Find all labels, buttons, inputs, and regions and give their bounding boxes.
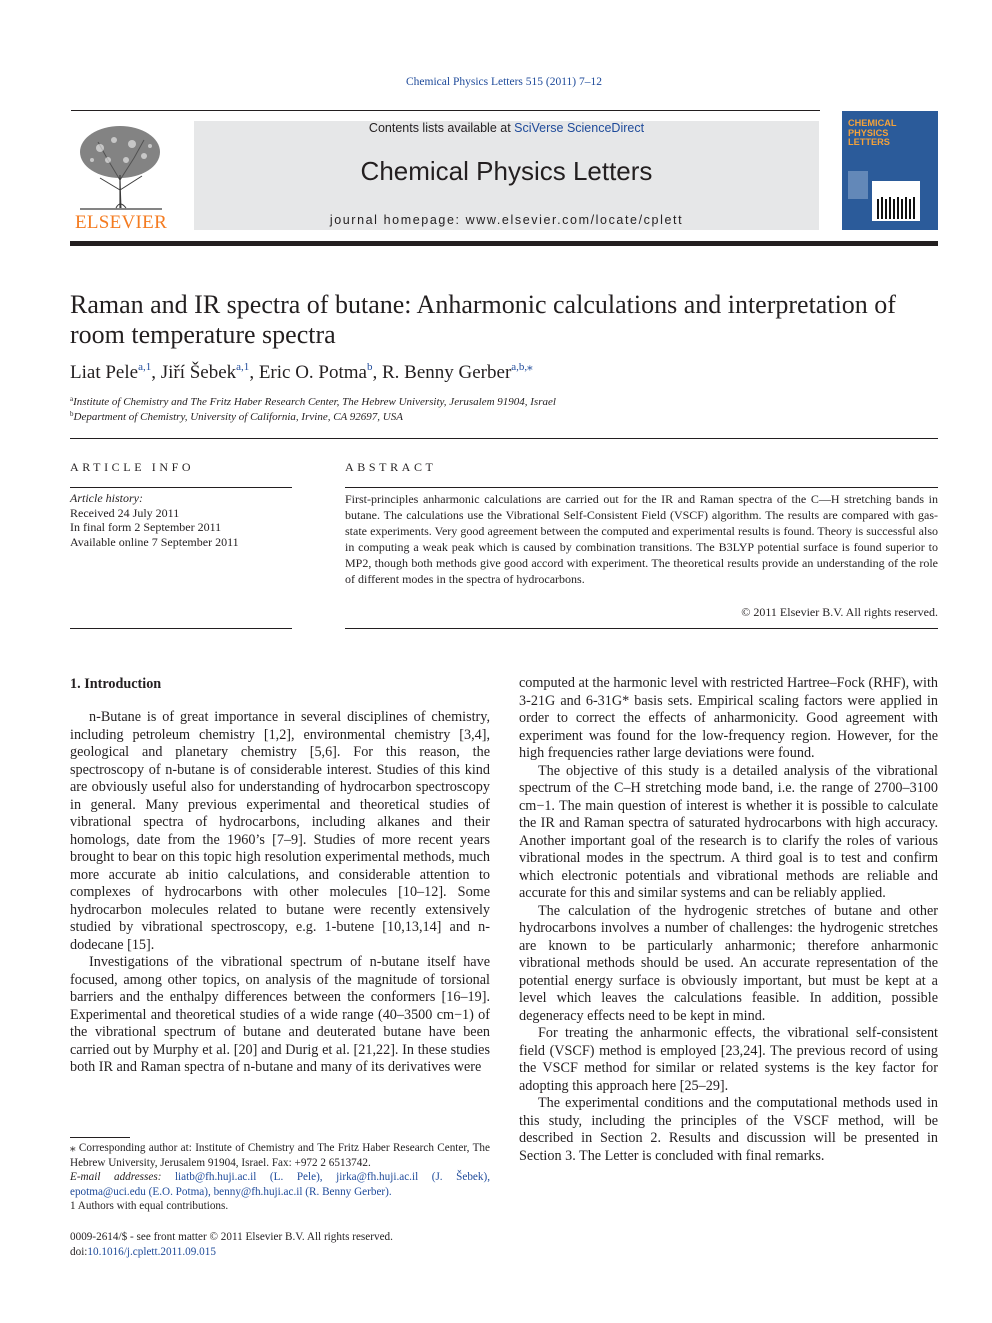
- contents-prefix: Contents lists available at: [368, 121, 515, 135]
- affiliation-b: [70, 410, 403, 423]
- author-name: Eric O. Potma: [258, 362, 367, 383]
- footnote-rule: [70, 1137, 130, 1138]
- bottom-meta: [70, 1230, 393, 1259]
- history-label: Article history:: [70, 491, 143, 505]
- email-label: E-mail addresses:: [70, 1171, 162, 1183]
- author-name: Liat Pele: [70, 362, 139, 383]
- header-rule: [71, 110, 820, 111]
- author-name: R. Benny Gerber: [382, 362, 512, 383]
- revised-date: In final form 2 September 2011: [70, 520, 222, 534]
- email-addresses[interactable]: liatb@fh.huji.ac.il (L. Pele), jirka@fh.huji.ac.il (J. Šebek), epotma@uci.edu (E.O. Potma), benny@fh.huji.ac.il (R. Benny Gerber).: [70, 1171, 490, 1198]
- body-column-right: [519, 675, 938, 1165]
- author-list: [70, 360, 533, 384]
- abstract-heading: ABSTRACT: [345, 460, 437, 474]
- equal-contribution-note: 1 Authors with equal contributions.: [70, 1200, 229, 1212]
- online-date: Available online 7 September 2011: [70, 534, 239, 549]
- body-column-left: [70, 709, 490, 1077]
- contents-line: [194, 121, 819, 135]
- journal-reference[interactable]: Chemical Physics Letters 515 (2011) 7–12: [406, 76, 602, 88]
- journal-title: Chemical Physics Letters: [360, 156, 653, 186]
- email-note: [70, 1170, 490, 1199]
- journal-homepage[interactable]: journal homepage: www.elsevier.com/locate/cplett: [329, 213, 684, 227]
- author-name: Jiří Šebek: [160, 362, 237, 383]
- author-affiliation-marker[interactable]: a,1: [236, 361, 250, 373]
- article-history: [70, 491, 239, 549]
- article-info-bottom-rule: [70, 628, 292, 629]
- doi-prefix: doi:: [70, 1245, 88, 1258]
- author-separator: ,: [249, 362, 259, 383]
- abstract-text: First-principles anharmonic calculations are carried out for the IR and Raman spectra of the C—H stretching bands in butane. The calculations use the Vibrational Self-Consistent Field (VSCF) algorithm. The results are compared with gas-state experiments. Very good agreement between the computed and experimental results is found. Theory is successful also in computing a weak peak which is caused by combination transitions. The B3LYP potential surface is found superior to MP2, though both methods give good accord with experiment. The theoretical results provide an understanding of the role of different modes in the spectra of hydrocarbons.: [345, 492, 938, 586]
- abstract-rule: [345, 487, 938, 488]
- issn-line: 0009-2614/$ - see front matter © 2011 Elsevier B.V. All rights reserved.: [70, 1231, 393, 1243]
- paragraph: n-Butane is of great importance in several disciplines of chemistry, including petroleum chemistry [1,2], environmental chemistry [3,4], geological and planetary chemistry [5,6]. For this reason, the spectroscopy of n-butane is of considerable interest. Studies of this kind are obviously useful also for understanding of hydrocarbon spectroscopy in general. Many previous experimental and theoretical studies of vibrational spectra of hydrocarbons, including alkanes and their homologs, date from the 1960’s [7–9]. Studies of more recent years brought to bear on this topic high resolution experimental methods, much more accurate ab initio calculations, and considerable attention to complexes of hydrocarbons with other molecules [10–12]. Some hydrocarbon molecules related to butane were recently extensively studied by vibrational spectroscopy, e.g. 1-butene [10,13,14] and n-dodecane [15].: [70, 709, 490, 953]
- paragraph: computed at the harmonic level with restricted Hartree–Fock (RHF), with 3-21G and 6-31G* basis sets. Empirical scaling factors were applied in order to correct the effects of anharmonicity. Good agreement with experiment was found for the low-frequency region. However, for the high frequencies rather large deviations were found.: [519, 675, 938, 761]
- article-title: Raman and IR spectra of butane: Anharmonic calculations and interpretation of room temperature spectra: [70, 290, 896, 349]
- author-affiliation-marker[interactable]: b: [367, 361, 373, 373]
- copyright-line: © 2011 Elsevier B.V. All rights reserved.: [741, 605, 938, 619]
- received-date: Received 24 July 2011: [70, 505, 180, 520]
- article-info-heading: ARTICLE INFO: [70, 460, 195, 474]
- corresponding-author-note: ⁎ Corresponding author at: Institute of Chemistry and The Fritz Haber Research Center, The Hebrew University, Jerusalem 91904, Israel. Fax: +972 2 6513742.: [70, 1142, 490, 1169]
- footnotes: [70, 1141, 490, 1214]
- affiliation-label: a: [70, 395, 74, 403]
- paragraph: The calculation of the hydrogenic stretches of butane and other hydrocarbons involves a number of challenges: the hydrogenic stretches are known to be particularly anharmonic; therefore anharmonic vibrational methods should be used. An accurate representation of the potential energy surface is obviously important, but must be kept at a level which leaves the calculations feasible. In addition, possible degeneracy effects need to be kept in mind.: [519, 902, 938, 1024]
- section-heading-introduction: 1. Introduction: [70, 676, 162, 692]
- author-separator: ,: [372, 362, 382, 383]
- affiliation-text: Institute of Chemistry and The Fritz Haber Research Center, The Hebrew University, Jerusalem 91904, Israel: [73, 396, 556, 408]
- affiliation-text: Department of Chemistry, University of California, Irvine, CA 92697, USA: [73, 411, 403, 423]
- author-affiliation-marker[interactable]: a,1: [138, 361, 152, 373]
- header-thick-rule: [70, 241, 938, 246]
- elsevier-wordmark: ELSEVIER: [74, 212, 168, 233]
- author-affiliation-marker[interactable]: a,b,⁎: [511, 361, 533, 373]
- abstract-bottom-rule: [345, 628, 938, 629]
- journal-cover-image: [842, 111, 938, 230]
- article-info-rule: [70, 487, 292, 488]
- paragraph: For treating the anharmonic effects, the vibrational self-consistent field (VSCF) method is employed [23,24]. The previous record of using the VSCF method for similar or related systems is the key factor for adopting this approach here [25–29].: [519, 1025, 938, 1094]
- sciencedirect-link[interactable]: SciVerse ScienceDirect: [514, 121, 645, 135]
- title-block-rule: [70, 438, 938, 439]
- cover-title: CHEMICAL PHYSICS LETTERS: [848, 118, 897, 147]
- affiliation-label: b: [70, 410, 74, 418]
- paragraph: The objective of this study is a detailed analysis of the vibrational spectrum of the C–H stretching mode band, i.e. the range of 2700–3100 cm−1. The main question of interest is whether it is possible to calculate the IR and Raman spectra of saturated hydrocarbons with high accuracy. Another important goal of the research is to clarify the roles of various vibrational modes in the spectrum. A third goal is to test and confirm which electronic potentials and vibrational methods are reliable and accurate for this and similar systems and can be reliably applied.: [519, 762, 938, 901]
- doi-link[interactable]: 10.1016/j.cplett.2011.09.015: [87, 1245, 216, 1258]
- doi-line: [70, 1245, 393, 1260]
- author-separator: ,: [151, 362, 161, 383]
- paragraph: Investigations of the vibrational spectrum of n-butane itself have focused, among other topics, on analysis of the magnitude of torsional barriers and the enthalpy differences between the conformers [16–19]. Experimental and theoretical studies of a wide range (40–3500 cm−1) of the vibrational spectrum of butane and deuterated butane have been carried out by Murphy et al. [20] and Durig et al. [21,22]. In these studies both IR and Raman spectra of n-butane and many of its derivatives were: [70, 954, 490, 1075]
- paragraph: The experimental conditions and the computational methods used in this study, including the principles of the VSCF method, will be described in Section 2. Results and discussion will be presented in Section 3. The Letter is concluded with final remarks.: [519, 1095, 938, 1164]
- affiliation-a: [70, 395, 556, 408]
